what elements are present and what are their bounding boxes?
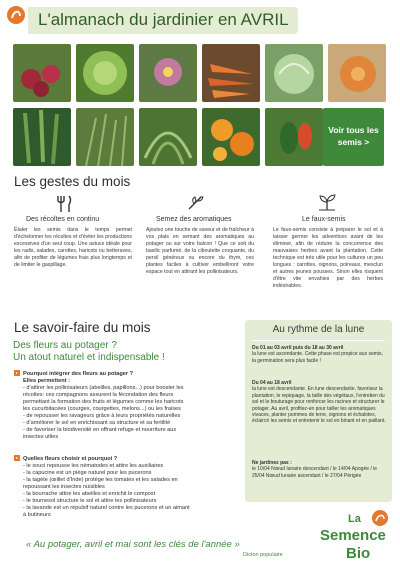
svg-text:Semence: Semence [320, 527, 386, 544]
see-all-sowing-button[interactable] [323, 108, 384, 166]
list-item: - la tagète (œillet d'Inde) protège les tomates et les salades en [23, 477, 178, 483]
geste-title-recoltes: Des récoltes en continu [26, 216, 100, 223]
fork-knife-icon [55, 195, 75, 213]
flower-photo [139, 44, 197, 102]
list-item: à butineurs [23, 512, 51, 518]
svg-text:Bio: Bio [346, 545, 371, 562]
divider [252, 340, 385, 341]
question-1 [14, 370, 184, 441]
cabbage-photo [265, 44, 323, 102]
radish-photo [13, 44, 71, 102]
moon-block-text: le 10/04 Nœud lunaire descendant / le 14/04 Apogée / le 25/04 Nœud lunaire ascendant / le 27/04 Périgée [252, 466, 378, 479]
herb-photo [76, 108, 134, 166]
bullet-arrow-icon [14, 455, 20, 461]
orange-flower-photo [202, 108, 260, 166]
bean-photo [13, 108, 71, 166]
moon-block-heading: Du 01 au 03 avril puis du 18 au 30 avril [252, 345, 344, 351]
list-item: - le tournesol structure le sol et attire les pollinisateurs [23, 498, 157, 504]
bullet-arrow-icon [14, 370, 20, 376]
herb-photo-2 [139, 108, 197, 166]
proverb-quote: « Au potager, avril et mai sont les clés de l'année » [26, 539, 240, 550]
see-all-sowing-label: Voir tous les semis > [328, 125, 379, 147]
moon-block-ascendante [252, 345, 388, 364]
moon-block-heading: Ne jardinez pas : [252, 460, 292, 466]
list-item: récoltes: ces compagnons assurent la fécondation des fleurs [23, 392, 174, 398]
list-item: insectes utiles [23, 434, 59, 440]
moon-block-descendante [252, 380, 388, 425]
savoir-subtitle-1: Des fleurs au potager ? [13, 340, 117, 351]
tomato-photo [328, 44, 386, 102]
pepper-photo [265, 108, 323, 166]
geste-title-faux-semis: Le faux-semis [302, 216, 346, 223]
moon-panel [245, 320, 392, 502]
moon-block-ne-jardinez-pas [252, 460, 388, 479]
moon-panel-title: Au rythme de la lune [272, 324, 365, 335]
geste-body-recoltes: Étaler les semis dans le temps permet d'échelonner les récoltes et d'éviter les productions excessives d'un seul coup. Une astuce idéale pour les radis, salades, carottes, haricots ou betteraves, afin de profiter de légumes frais plus longtemps et de limiter le gaspillage. [14, 227, 132, 268]
list-item: - la lavande est un répulsif naturel contre les pucerons et un aimant [23, 505, 190, 511]
carrot-photo [202, 44, 260, 102]
question-1-lines [14, 385, 184, 441]
herb-icon [185, 193, 205, 211]
photo-grid [13, 44, 389, 168]
gestes-heading: Les gestes du mois [14, 174, 131, 189]
list-item: les cucurbitacées (courges, courgettes, melons...) ou les fraises [23, 406, 181, 412]
moon-block-text: la lune est descendante. En lune descendante, favorisez la plantation, le repiquage, la taille des végétaux, l'entretien du sol et le bouturage pour renforcer les racines et structurer le potager. Au avril, profitez-en pour tailler les aromatiques vivaces, planter pommes de terre, oignons et échalotes, éclaircir les semis et entretenir le sol en binant et en paillant. [252, 386, 386, 425]
la-semence-bio-logo [318, 508, 396, 562]
svg-text:La: La [348, 513, 361, 525]
page-header [0, 0, 400, 40]
geste-body-faux-semis: Le faux-semis consiste à préparer le sol et à laisser germer les adventices avant de les éliminer, afin de réduire la concurrence des mauvaises herbes avant la plantation. Cette technique est très utile pour les cultures un peu longues : carottes, oignons, poireaux, mesclun et autres jeunes pousses. Sinon elles risquent d'être vite envahies par des herbes indésirables. [273, 227, 383, 289]
list-item: - la bourrache attire les abeilles et enrichit le compost [23, 491, 156, 497]
list-item: - la capucine est un piège naturel pour les pucerons [23, 470, 152, 476]
list-item: - le souci repousse les nématodes et attire les auxiliaires [23, 463, 164, 469]
geste-body-aromatiques: Ajoutez une touche de saveur et de fraîcheur à vos plats en semant des aromatiques au potager ou sur votre balcon ! Que ce soit du basilic parfumé, de la ciboulette croquante, du persil généreux ou encore du thym, ces plantes faciles à cultiver embelliront votre espace tout en attirant les pollinisateurs. [146, 227, 254, 275]
question-2-lines [14, 463, 190, 519]
question-1-title: Pourquoi intégrer des fleurs au potager ? [14, 370, 184, 378]
question-2-title: Quelles fleurs choisir et pourquoi ? [14, 455, 190, 463]
list-item: - de favoriser la biodiversité en offrant refuge et nourriture aux [23, 427, 177, 433]
sprout-icon [317, 193, 337, 211]
list-item: repoussant les insectes nuisibles [23, 484, 105, 490]
savoir-heading: Le savoir-faire du mois [14, 320, 151, 335]
proverb-source: Dicton populaire [243, 552, 283, 558]
list-item: permettant la formation des fruits et légumes comme les haricots [23, 399, 184, 405]
list-item: - d'attirer les pollinisateurs (abeilles, papillons...) pour booster les [23, 385, 184, 391]
geste-title-aromatiques: Semez des aromatiques [156, 216, 232, 223]
moon-block-text: la lune est ascendante. Cette phase est propice aux semis, la germination sera plus facile ! [252, 351, 383, 364]
savoir-subtitle-2: Un atout naturel et indispensable ! [13, 352, 165, 363]
question-2 [14, 455, 190, 519]
page-title: L'almanach du jardinier en AVRIL [38, 10, 289, 29]
seed-logo-icon [5, 4, 27, 26]
lettuce-photo [76, 44, 134, 102]
question-1-lead: Elles permettent : [23, 378, 70, 384]
list-item: - d'améliorer le sol en enrichissant sa structure et sa fertilité [23, 420, 171, 426]
moon-block-heading: Du 04 au 18 avril [252, 380, 292, 386]
list-item: - de repousser les ravageurs grâce à leurs propriétés naturelles [23, 413, 181, 419]
